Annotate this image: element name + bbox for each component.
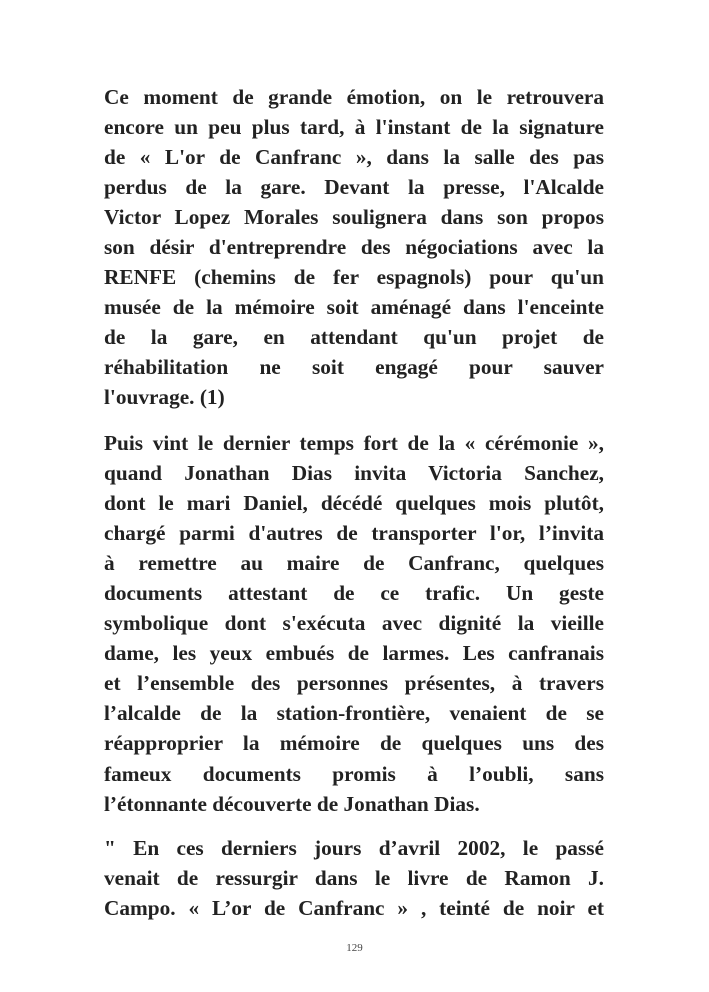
paragraph-1 — [104, 82, 604, 413]
paragraph-line: venait de ressurgir dans le livre de Ramon J. — [104, 866, 604, 891]
paragraph-line: musée de la mémoire soit aménagé dans l'enceinte — [104, 295, 604, 320]
paragraph-3 — [104, 833, 604, 923]
paragraph-line: symbolique dont s'exécuta avec dignité la vieille — [104, 611, 604, 636]
paragraph-line: quand Jonathan Dias invita Victoria Sanchez, — [104, 461, 604, 486]
paragraph-line: réapproprier la mémoire de quelques uns des — [104, 731, 604, 756]
paragraph-line: Puis vint le dernier temps fort de la « cérémonie », — [104, 431, 604, 455]
paragraph-line: à remettre au maire de Canfranc, quelques — [104, 551, 604, 576]
paragraph-line: de la gare, en attendant qu'un projet de — [104, 325, 604, 350]
paragraph-line: " En ces derniers jours d’avril 2002, le passé — [104, 836, 604, 860]
paragraph-line: documents attestant de ce trafic. Un geste — [104, 581, 604, 606]
paragraph-line: chargé parmi d'autres de transporter l'or, l’invita — [104, 521, 604, 546]
paragraph-2 — [104, 428, 604, 819]
paragraph-line: RENFE (chemins de fer espagnols) pour qu'un — [104, 265, 604, 290]
paragraph-line: réhabilitation ne soit engagé pour sauver — [104, 355, 604, 380]
paragraph-line: perdus de la gare. Devant la presse, l'Alcalde — [104, 175, 604, 200]
page-number: 129 — [346, 942, 363, 954]
paragraph-line: Victor Lopez Morales soulignera dans son propos — [104, 205, 604, 230]
paragraph-line: de « L'or de Canfranc », dans la salle des pas — [104, 145, 604, 170]
paragraph-line: l'ouvrage. (1) — [104, 385, 225, 410]
paragraph-line: dont le mari Daniel, décédé quelques mois plutôt, — [104, 491, 604, 516]
paragraph-line: son désir d'entreprendre des négociations avec la — [104, 235, 604, 260]
paragraph-line: dame, les yeux embués de larmes. Les canfranais — [104, 641, 604, 666]
paragraph-line: Ce moment de grande émotion, on le retrouvera — [104, 85, 604, 109]
paragraph-line: encore un peu plus tard, à l'instant de la signature — [104, 115, 604, 140]
paragraph-line: l’alcalde de la station-frontière, venaient de se — [104, 701, 604, 726]
paragraph-line: et l’ensemble des personnes présentes, à travers — [104, 671, 604, 696]
paragraph-line: fameux documents promis à l’oubli, sans — [104, 761, 604, 786]
paragraph-line: l’étonnante découverte de Jonathan Dias. — [104, 791, 480, 816]
paragraph-line: Campo. « L’or de Canfranc » , teinté de noir et — [104, 896, 604, 921]
